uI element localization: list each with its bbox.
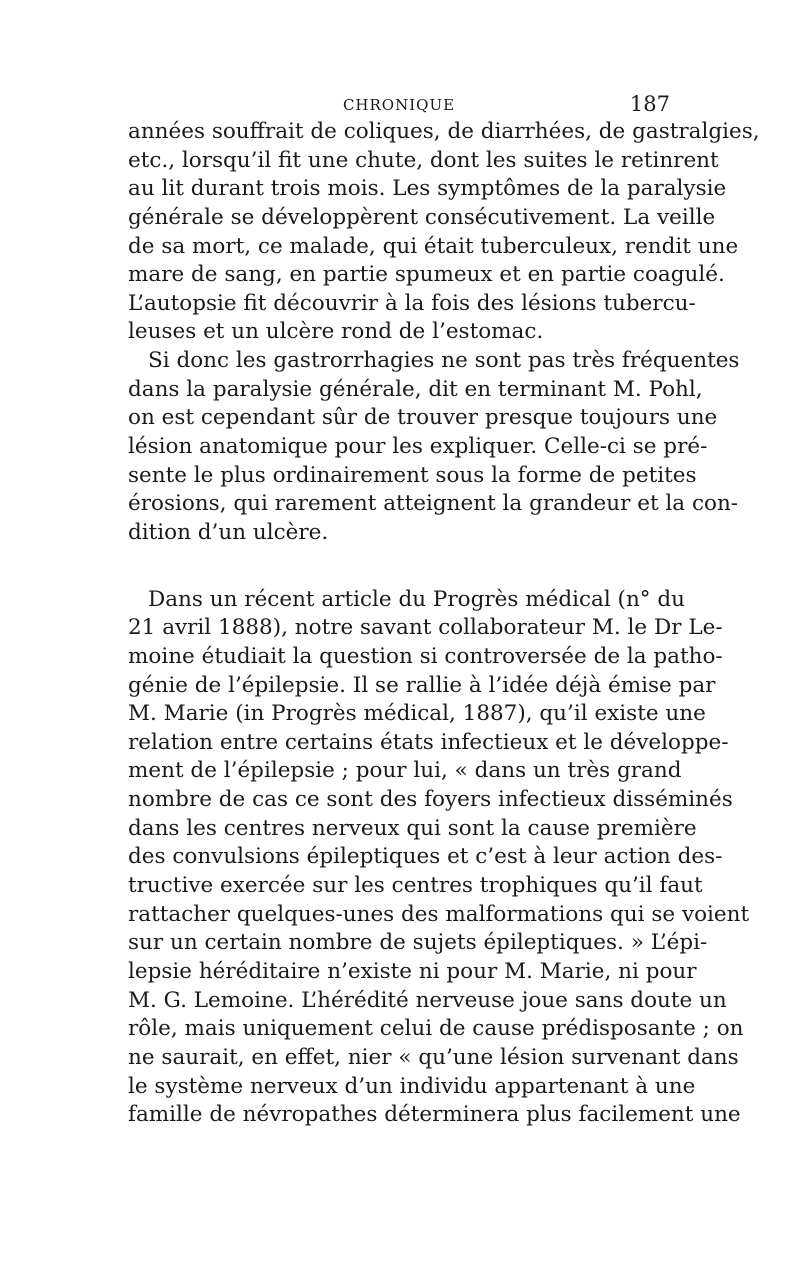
text-line: érosions, qui rarement atteignent la grandeur et la con- bbox=[128, 491, 739, 517]
text-line: lepsie héréditaire n’existe ni pour M. Marie, ni pour bbox=[128, 958, 697, 984]
text-line: le système nerveux d’un individu appartenant à une bbox=[128, 1073, 696, 1099]
text-line: génie de l’épilepsie. Il se rallie à l’idée déjà émise par bbox=[128, 672, 716, 698]
text-line: etc., lorsqu’il fit une chute, dont les suites le retinrent bbox=[128, 147, 719, 173]
text-line: des convulsions épileptiques et c’est à leur action des- bbox=[128, 844, 723, 870]
text-line: au lit durant trois mois. Les symptômes de la paralysie bbox=[128, 176, 727, 202]
text-line: moine étudiait la question si controversée de la patho- bbox=[128, 643, 723, 669]
text-line: dans les centres nerveux qui sont la cause première bbox=[128, 815, 697, 841]
text-line: M. Marie (in Progrès médical, 1887), qu’il existe une bbox=[128, 701, 706, 727]
text-line: on est cependant sûr de trouver presque toujours une bbox=[128, 405, 718, 431]
text-line: rattacher quelques-unes des malformations qui se voient bbox=[128, 901, 750, 927]
text-line: lésion anatomique pour les expliquer. Celle-ci se pré- bbox=[128, 434, 708, 460]
paragraph-1 bbox=[128, 118, 760, 347]
text-line: de sa mort, ce malade, qui était tuberculeux, rendit une bbox=[128, 233, 739, 259]
text-line: relation entre certains états infectieux et le développe- bbox=[128, 729, 729, 755]
text-line: dition d’un ulcère. bbox=[128, 519, 329, 545]
body-text bbox=[128, 118, 760, 1130]
text-line: sur un certain nombre de sujets épileptiques. » L’épi- bbox=[128, 930, 708, 956]
text-line: famille de névropathes déterminera plus facilement une bbox=[128, 1102, 741, 1128]
text-line: Dans un récent article du Progrès médical (n° du bbox=[148, 586, 685, 612]
paragraph-2 bbox=[128, 347, 740, 547]
text-line: ment de l’épilepsie ; pour lui, « dans un très grand bbox=[128, 758, 682, 784]
text-line: nombre de cas ce sont des foyers infectieux disséminés bbox=[128, 787, 733, 813]
text-line: générale se développèrent consécutivement. La veille bbox=[128, 204, 716, 230]
text-line: 21 avril 1888), notre savant collaborateur M. le Dr Le- bbox=[128, 615, 723, 641]
section-gap bbox=[128, 548, 673, 586]
page-number: 187 bbox=[629, 92, 670, 116]
text-line: M. G. Lemoine. L’hérédité nerveuse joue sans doute un bbox=[128, 987, 727, 1013]
text-line: ne saurait, en effet, nier « qu’une lésion survenant dans bbox=[128, 1044, 739, 1070]
text-line: tructive exercée sur les centres trophiques qu’il faut bbox=[128, 873, 703, 899]
paragraph-3 bbox=[128, 586, 750, 1130]
text-line: dans la paralysie générale, dit en terminant M. Pohl, bbox=[128, 376, 703, 402]
running-title: CHRONIQUE bbox=[342, 96, 456, 114]
text-line: mare de sang, en partie spumeux et en partie coagulé. bbox=[128, 262, 725, 288]
text-line: sente le plus ordinairement sous la forme de petites bbox=[128, 462, 697, 488]
text-line: années souffrait de coliques, de diarrhées, de gastralgies, bbox=[128, 119, 760, 144]
text-line: L’autopsie fit découvrir à la fois des lésions tubercu- bbox=[128, 290, 696, 316]
text-line: leuses et un ulcère rond de l’estomac. bbox=[128, 319, 544, 345]
text-line: rôle, mais uniquement celui de cause prédisposante ; on bbox=[128, 1016, 744, 1042]
text-line: Si donc les gastrorrhagies ne sont pas très fréquentes bbox=[148, 348, 740, 374]
